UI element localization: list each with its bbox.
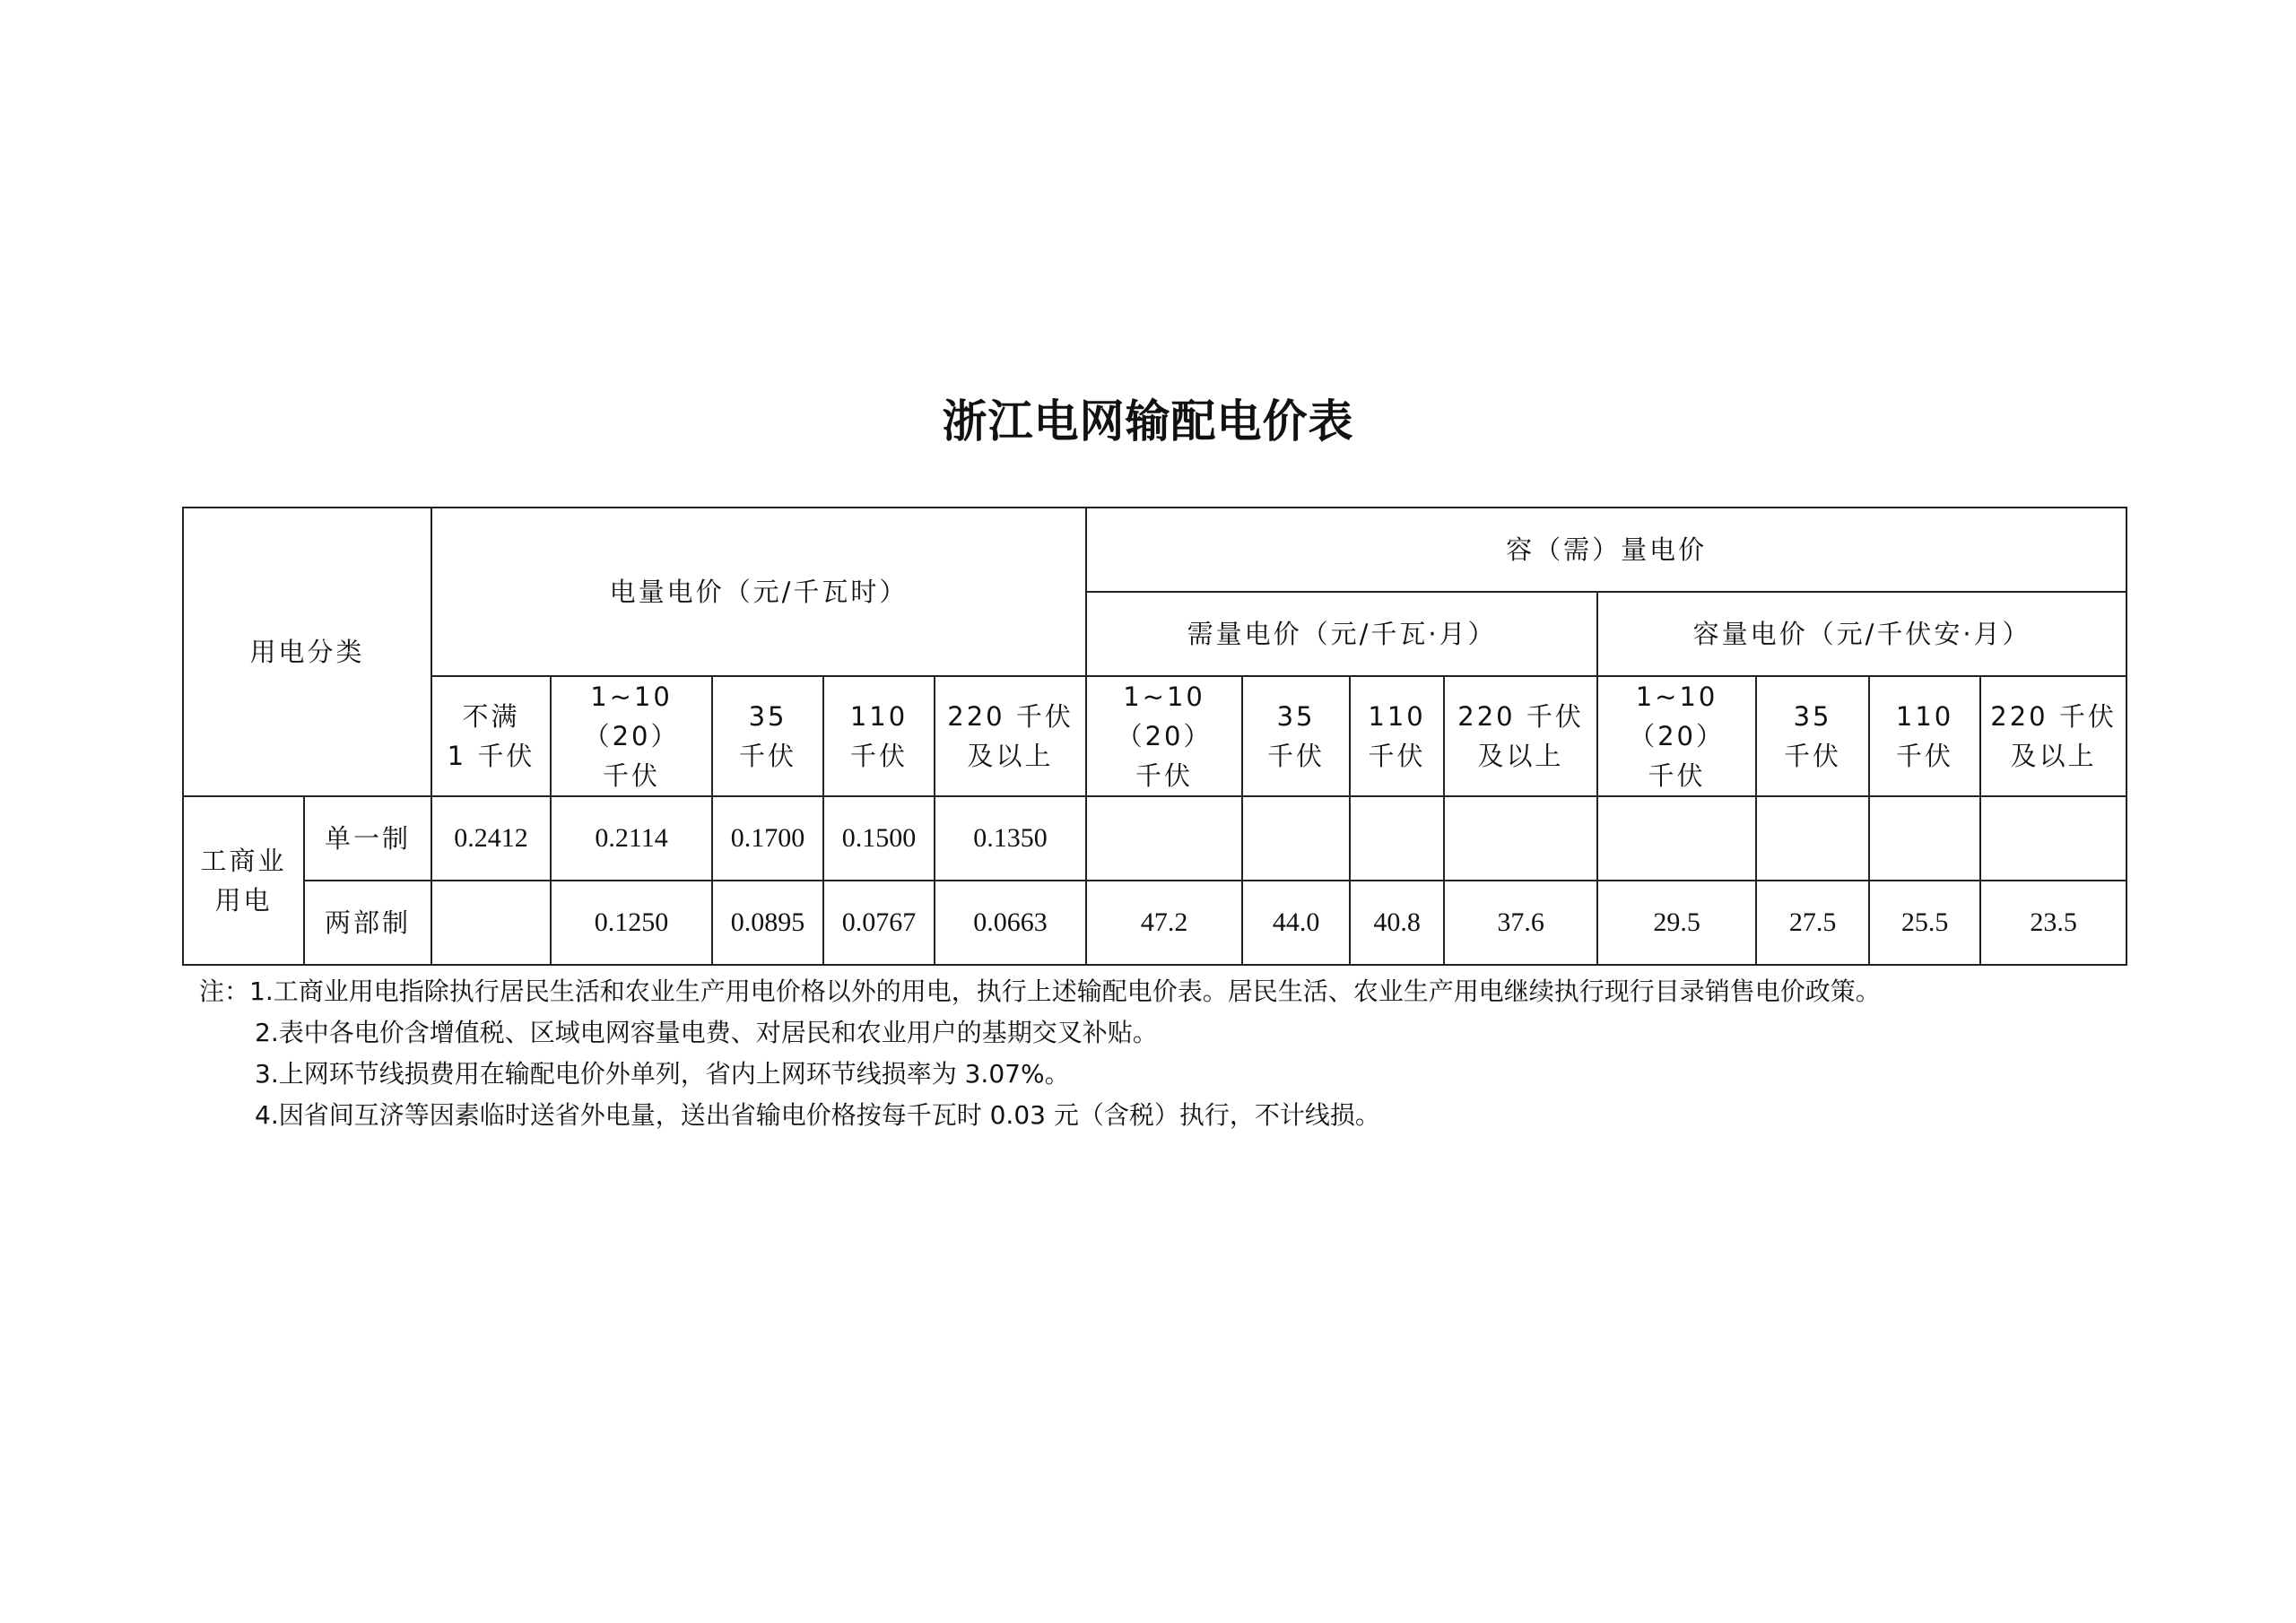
voltage-level-cell: 220 千伏 及以上 [935, 676, 1086, 796]
voltage-level-cell: 35 千伏 [1242, 676, 1350, 796]
voltage-level-cell: 110 千伏 [1350, 676, 1444, 796]
demand-price-cell: 40.8 [1350, 881, 1444, 965]
energy-price-cell: 0.0663 [935, 881, 1086, 965]
voltage-level-row [183, 676, 2126, 796]
page-title: 浙江电网输配电价表 [942, 395, 1354, 447]
voltage-level-cell: 1~10（20） 千伏 [1597, 676, 1756, 796]
category-header: 用电分类 [183, 508, 431, 796]
capacity-group-header: 容（需）量电价 [1086, 508, 2126, 592]
energy-price-cell: 0.0895 [712, 881, 823, 965]
energy-price-cell: 0.1700 [712, 796, 823, 881]
voltage-level-cell: 1~10（20） 千伏 [1086, 676, 1242, 796]
table-row-single [183, 796, 2126, 881]
voltage-level-cell: 110 千伏 [823, 676, 935, 796]
capacity-price-cell: 25.5 [1869, 881, 1980, 965]
capacity-price-cell [1597, 796, 1756, 881]
demand-price-cell [1350, 796, 1444, 881]
header-row-1 [183, 508, 2126, 592]
note-3: 3.上网环节线损费用在输配电价外单列，省内上网环节线损率为 3.07%。 [255, 1059, 1070, 1089]
table-row-two-part [183, 881, 2126, 965]
voltage-level-cell: 110 千伏 [1869, 676, 1980, 796]
demand-price-header: 需量电价（元/千瓦·月） [1086, 592, 1597, 676]
capacity-price-cell: 27.5 [1756, 881, 1869, 965]
demand-price-cell [1444, 796, 1597, 881]
row-label: 单一制 [304, 796, 431, 881]
energy-price-cell [431, 881, 551, 965]
demand-price-cell [1086, 796, 1242, 881]
energy-price-header: 电量电价（元/千瓦时） [431, 508, 1086, 676]
row-label: 两部制 [304, 881, 431, 965]
capacity-price-cell [1980, 796, 2126, 881]
energy-price-cell: 0.0767 [823, 881, 935, 965]
note-4: 4.因省间互济等因素临时送省外电量，送出省输电价格按每千瓦时 0.03 元（含税）执行，不计线损。 [255, 1100, 1380, 1130]
notes-section [199, 971, 2262, 1136]
price-table [182, 507, 2127, 966]
voltage-level-cell: 不满 1 千伏 [431, 676, 551, 796]
voltage-level-cell: 1~10（20） 千伏 [551, 676, 712, 796]
capacity-price-cell [1869, 796, 1980, 881]
demand-price-cell: 44.0 [1242, 881, 1350, 965]
voltage-level-cell: 35 千伏 [712, 676, 823, 796]
user-category-cell: 工商业 用电 [183, 796, 304, 965]
voltage-level-cell: 220 千伏 及以上 [1444, 676, 1597, 796]
energy-price-cell: 0.1250 [551, 881, 712, 965]
note-1: 注：1.工商业用电指除执行居民生活和农业生产用电价格以外的用电，执行上述输配电价表。居民生活、农业生产用电继续执行现行目录销售电价政策。 [199, 976, 1881, 1006]
demand-price-cell: 37.6 [1444, 881, 1597, 965]
demand-price-cell [1242, 796, 1350, 881]
voltage-level-cell: 220 千伏 及以上 [1980, 676, 2126, 796]
energy-price-cell: 0.2412 [431, 796, 551, 881]
capacity-price-header: 容量电价（元/千伏安·月） [1597, 592, 2126, 676]
demand-price-cell: 47.2 [1086, 881, 1242, 965]
capacity-price-cell [1756, 796, 1869, 881]
energy-price-cell: 0.1350 [935, 796, 1086, 881]
energy-price-cell: 0.1500 [823, 796, 935, 881]
voltage-level-cell: 35 千伏 [1756, 676, 1869, 796]
energy-price-cell: 0.2114 [551, 796, 712, 881]
capacity-price-cell: 23.5 [1980, 881, 2126, 965]
capacity-price-cell: 29.5 [1597, 881, 1756, 965]
note-2: 2.表中各电价含增值税、区域电网容量电费、对居民和农业用户的基期交叉补贴。 [255, 1018, 1158, 1047]
